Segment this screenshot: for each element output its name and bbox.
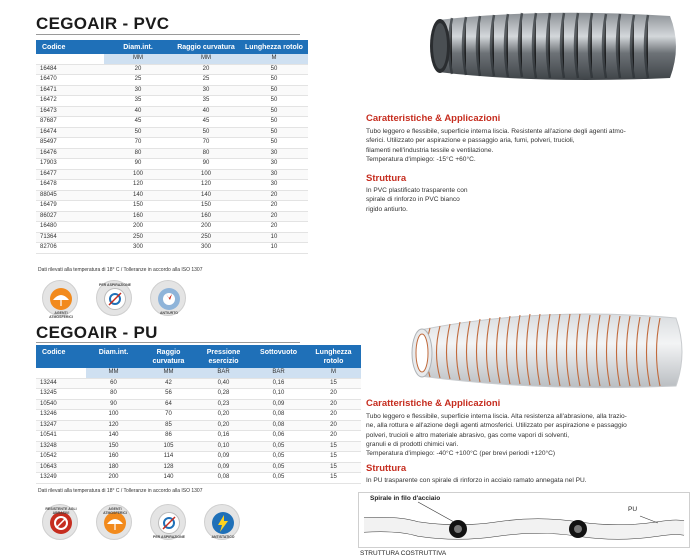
pvc-cell: 35: [172, 96, 240, 107]
pvc-cell: 160: [172, 211, 240, 222]
pu-cell: 0,08: [251, 420, 306, 431]
suction-badge: [96, 280, 132, 316]
pvc-badge-label-2: ANTIURTO: [159, 311, 179, 315]
pvc-structure-text: [366, 186, 566, 214]
pu-cell: 200: [86, 473, 141, 484]
pvc-cell: 16472: [36, 96, 104, 107]
pvc-table-row: [36, 243, 308, 254]
pvc-cell: 50: [240, 138, 308, 149]
pvc-features-line-1: sferici. Utilizzato per aspirazione e passaggio aria, fumi, polveri, trucioli,: [366, 137, 575, 145]
pvc-cell: 45: [104, 117, 172, 128]
pvc-table-row: [36, 201, 308, 212]
pvc-cell: 50: [240, 64, 308, 75]
pvc-structure-heading: Struttura: [366, 173, 407, 184]
pu-cell: 120: [86, 420, 141, 431]
pvc-title: CEGOAIR - PVC: [36, 14, 170, 33]
pvc-cell: 90: [104, 159, 172, 170]
pu-structure-text: [366, 476, 692, 485]
pu-cell: 180: [86, 462, 141, 473]
pu-cell: 15: [306, 462, 361, 473]
pu-cell: 0,09: [251, 399, 306, 410]
pvc-structure-line-2: rigido antiurto.: [366, 205, 408, 213]
pu-cell: 10540: [36, 399, 86, 410]
pvc-features-line-3: Temperatura d'impiego: -15°C +60°C.: [366, 155, 476, 163]
pvc-badge-label-0: AGENTI ATMOSFERICI: [49, 311, 73, 319]
pu-cell: 0,20: [196, 410, 251, 421]
pvc-cell: 150: [104, 201, 172, 212]
pvc-table-row: [36, 222, 308, 233]
pu-cell: 15: [306, 452, 361, 463]
pvc-cell: 50: [240, 117, 308, 128]
impact-badge: [150, 280, 186, 316]
pu-cell: 10542: [36, 452, 86, 463]
pu-suction-badge: [150, 504, 186, 540]
pu-table-body: [36, 378, 361, 483]
pvc-table-row: [36, 138, 308, 149]
pvc-cell: 150: [172, 201, 240, 212]
pu-cell: 0,10: [196, 441, 251, 452]
pu-cell: 150: [86, 441, 141, 452]
pvc-cell: 16470: [36, 75, 104, 86]
umbrella-icon: [50, 288, 72, 310]
pu-col-codice: Codice: [36, 345, 86, 368]
pvc-cell: 30: [172, 85, 240, 96]
lightning-icon: [212, 512, 234, 534]
pu-cell: 0,05: [251, 473, 306, 484]
pvc-cell: 20: [240, 201, 308, 212]
pu-cell: 0,20: [196, 420, 251, 431]
umbrella-icon: [104, 512, 126, 534]
pvc-cell: 20: [240, 211, 308, 222]
pu-cell: 0,09: [196, 462, 251, 473]
pu-col-sottovuoto: Sottovuoto: [251, 345, 306, 368]
pu-unit-sottovuoto: BAR: [251, 368, 306, 378]
pu-table-row: [36, 441, 361, 452]
pu-structure-heading: Struttura: [366, 463, 407, 474]
pvc-cell: 85497: [36, 138, 104, 149]
pu-cell: 56: [141, 389, 196, 400]
pu-cell: 90: [86, 399, 141, 410]
pvc-col-codice: Codice: [36, 40, 104, 54]
pu-cell: 13244: [36, 378, 86, 389]
pu-cell: 13248: [36, 441, 86, 452]
diagram-caption: STRUTTURA COSTRUTTIVA: [360, 550, 447, 557]
pvc-table-wrap: [36, 40, 308, 254]
pu-cell: 42: [141, 378, 196, 389]
pvc-title-rule: [36, 34, 300, 35]
pu-cell: 0,09: [196, 452, 251, 463]
pu-badge-label-1: AGENTI ATMOSFERICI: [103, 507, 127, 515]
pvc-table-row: [36, 127, 308, 138]
pu-table-row: [36, 452, 361, 463]
pu-cell: 100: [86, 410, 141, 421]
pvc-cell: 16478: [36, 180, 104, 191]
pvc-cell: 50: [240, 127, 308, 138]
pvc-cell: 70: [172, 138, 240, 149]
pvc-cell: 200: [104, 222, 172, 233]
pu-features-text: [366, 412, 692, 458]
pu-cell: 0,16: [251, 378, 306, 389]
pvc-cell: 45: [172, 117, 240, 128]
pvc-cell: 70: [104, 138, 172, 149]
diagram-wire-label: Spirale in filo d'acciaio: [370, 495, 441, 502]
pvc-cell: 88045: [36, 190, 104, 201]
pvc-cell: 20: [240, 222, 308, 233]
pvc-cell: 10: [240, 243, 308, 254]
pvc-cell: 50: [240, 106, 308, 117]
pvc-cell: 250: [172, 232, 240, 243]
pu-cell: 128: [141, 462, 196, 473]
pu-cell: 0,05: [251, 441, 306, 452]
pu-unit-diam: MM: [86, 368, 141, 378]
pu-col-raggio: Raggio curvatura: [141, 345, 196, 368]
pvc-table-row: [36, 117, 308, 128]
pvc-cell: 120: [172, 180, 240, 191]
impact-icon: [158, 288, 180, 310]
pu-cell: 15: [306, 473, 361, 484]
pvc-table-body: [36, 64, 308, 253]
pu-features-line-4: Temperatura d'impiego: -40°C +100°C (per brevi periodi +120°C): [366, 450, 556, 458]
pu-unit-codice: [36, 368, 86, 378]
pvc-cell: 300: [172, 243, 240, 254]
pu-title: CEGOAIR - PU: [36, 323, 158, 342]
pvc-badge-label-1: PER ASPIRAZIONE: [99, 283, 131, 287]
pvc-spec-table: [36, 40, 308, 254]
pu-cell: 140: [86, 431, 141, 442]
pvc-col-diam: Diam.int.: [104, 40, 172, 54]
pu-unit-row: [36, 368, 361, 378]
pvc-cell: 30: [240, 180, 308, 191]
pu-cell: 20: [306, 410, 361, 421]
pu-cell: 70: [141, 410, 196, 421]
pu-features-heading: Caratteristiche & Applicazioni: [366, 398, 501, 409]
pvc-table-row: [36, 159, 308, 170]
pvc-cell: 20: [172, 64, 240, 75]
pvc-cell: 50: [240, 85, 308, 96]
pu-cell: 13247: [36, 420, 86, 431]
pu-title-rule: [36, 342, 300, 343]
pvc-table-row: [36, 180, 308, 191]
pu-col-lunghezza: Lunghezza rotolo: [306, 345, 361, 368]
pvc-table-header: [36, 40, 308, 54]
pvc-cell: 16474: [36, 127, 104, 138]
pu-unit-lunghezza: M: [306, 368, 361, 378]
pvc-unit-raggio: MM: [172, 54, 240, 64]
pu-table-row: [36, 410, 361, 421]
pvc-cell: 16479: [36, 201, 104, 212]
pvc-cell: 80: [172, 148, 240, 159]
pvc-table-row: [36, 190, 308, 201]
weather-badge: [42, 280, 78, 319]
pvc-unit-diam: MM: [104, 54, 172, 64]
pu-note: Dati rilevati alla temperatura di 18° C / Tolleranze in accordo alla ISO 1307: [38, 488, 203, 494]
pu-table-row: [36, 378, 361, 389]
pvc-cell: 30: [240, 148, 308, 159]
pvc-table-row: [36, 148, 308, 159]
pvc-cell: 20: [104, 64, 172, 75]
pu-col-diam: Diam.int.: [86, 345, 141, 368]
pu-table-wrap: [36, 345, 361, 484]
pu-badge-label-2: PER ASPIRAZIONE: [153, 535, 185, 539]
pvc-cell: 50: [240, 96, 308, 107]
pu-cell: 20: [306, 399, 361, 410]
pvc-unit-lunghezza: M: [240, 54, 308, 64]
pvc-cell: 120: [104, 180, 172, 191]
pu-cell: 15: [306, 441, 361, 452]
pu-cell: 0,16: [196, 431, 251, 442]
pvc-col-lunghezza: Lunghezza rotolo: [240, 40, 308, 54]
pvc-table-row: [36, 211, 308, 222]
abrasion-icon: [50, 512, 72, 534]
pvc-cell: 16471: [36, 85, 104, 96]
pu-structure-diagram: [358, 492, 690, 548]
pu-table-row: [36, 389, 361, 400]
pvc-note: Dati rilevati alla temperatura di 18° C / Tolleranze in accordo alla ISO 1307: [38, 267, 203, 273]
pu-cell: 86: [141, 431, 196, 442]
pu-cell: 60: [86, 378, 141, 389]
pvc-cell: 10: [240, 232, 308, 243]
pu-cell: 20: [306, 420, 361, 431]
pvc-cell: 50: [104, 127, 172, 138]
pvc-cell: 30: [240, 169, 308, 180]
pu-cell: 0,23: [196, 399, 251, 410]
pvc-cell: 100: [104, 169, 172, 180]
pvc-cell: 300: [104, 243, 172, 254]
pu-cell: 0,05: [251, 452, 306, 463]
pu-cell: 0,08: [251, 410, 306, 421]
pvc-cell: 40: [172, 106, 240, 117]
pvc-cell: 140: [172, 190, 240, 201]
pu-cell: 0,05: [251, 462, 306, 473]
pu-cell: 0,10: [251, 389, 306, 400]
pvc-cell: 82706: [36, 243, 104, 254]
pvc-cell: 16473: [36, 106, 104, 117]
suction-hose-icon: [158, 512, 180, 534]
pvc-cell: 25: [104, 75, 172, 86]
pu-cell: 80: [86, 389, 141, 400]
pu-table-row: [36, 420, 361, 431]
pvc-cell: 200: [172, 222, 240, 233]
pvc-cell: 86027: [36, 211, 104, 222]
pu-cell: 160: [86, 452, 141, 463]
pu-col-pressione: Pressione esercizio: [196, 345, 251, 368]
pvc-cell: 35: [104, 96, 172, 107]
pu-features-line-3: granuli e di prodotti chimici vari.: [366, 440, 459, 448]
pvc-cell: 87687: [36, 117, 104, 128]
pvc-cell: 16476: [36, 148, 104, 159]
pvc-table-row: [36, 106, 308, 117]
pvc-cell: 50: [240, 75, 308, 86]
pu-unit-pressione: BAR: [196, 368, 251, 378]
pvc-table-row: [36, 64, 308, 75]
pvc-cell: 90: [172, 159, 240, 170]
pu-features-line-0: Tubo leggero e flessibile, superficie interna liscia. Alta resistenza all'abrasione, alla trazio-: [366, 413, 627, 420]
pvc-cell: 71364: [36, 232, 104, 243]
pu-cell: 10541: [36, 431, 86, 442]
pvc-table-row: [36, 232, 308, 243]
pvc-table-row: [36, 75, 308, 86]
pu-cell: 13246: [36, 410, 86, 421]
pu-table-row: [36, 399, 361, 410]
pvc-cell: 100: [172, 169, 240, 180]
pvc-table-row: [36, 85, 308, 96]
pu-table-header: [36, 345, 361, 368]
pu-badge-label-3: ANTISTATICO: [211, 535, 235, 539]
pvc-features-line-0: Tubo leggero e flessibile, superficie interna liscia. Resistente all'azione degli agenti atmo-: [366, 128, 626, 135]
pvc-cell: 30: [240, 159, 308, 170]
pu-badge-label-0: RESISTENTE AGLI ABRASIVI: [45, 507, 77, 515]
pu-cell: 0,28: [196, 389, 251, 400]
pvc-cell: 160: [104, 211, 172, 222]
pu-cell: 85: [141, 420, 196, 431]
pvc-cell: 16477: [36, 169, 104, 180]
pu-table-row: [36, 462, 361, 473]
pvc-structure-line-1: spirale di rinforzo in PVC bianco: [366, 196, 460, 204]
pvc-features-heading: Caratteristiche & Applicazioni: [366, 113, 501, 124]
pu-cell: 64: [141, 399, 196, 410]
pu-cell: 0,06: [251, 431, 306, 442]
pu-cell: 10643: [36, 462, 86, 473]
pvc-cell: 30: [104, 85, 172, 96]
pvc-table-row: [36, 96, 308, 107]
pu-cell: 140: [141, 473, 196, 484]
pvc-hose-image: [420, 6, 684, 86]
pu-cell: 20: [306, 389, 361, 400]
pvc-features-text: [366, 127, 686, 164]
pvc-cell: 16484: [36, 64, 104, 75]
pvc-cell: 80: [104, 148, 172, 159]
pu-structure-line-0: In PU trasparente con spirale di rinforzo in acciaio ramato annegata nel PU.: [366, 477, 587, 484]
pu-table-row: [36, 473, 361, 484]
abrasion-badge: [42, 504, 78, 540]
pvc-features-line-2: filamenti nell'industria tessile e ventilazione.: [366, 146, 494, 154]
pu-features-line-2: polveri, trucioli e altro materiale abrasivo, gas come vapori di solventi,: [366, 431, 570, 439]
pu-features-line-1: ne, alla rottura e all'azione degli agenti atmosferici. Utilizzato per aspirazione e passaggio: [366, 422, 627, 430]
pu-weather-badge: [96, 504, 132, 540]
pvc-structure-line-0: In PVC plastificato trasparente con: [366, 187, 468, 194]
pvc-cell: 50: [172, 127, 240, 138]
pvc-cell: 140: [104, 190, 172, 201]
pvc-cell: 16480: [36, 222, 104, 233]
pvc-unit-codice: [36, 54, 104, 64]
pu-cell: 15: [306, 378, 361, 389]
pu-cell: 105: [141, 441, 196, 452]
pu-cell: 0,40: [196, 378, 251, 389]
antistatic-badge: [204, 504, 240, 540]
pu-table-row: [36, 431, 361, 442]
pu-cell: 13245: [36, 389, 86, 400]
pvc-cell: 20: [240, 190, 308, 201]
pu-cell: 20: [306, 431, 361, 442]
pvc-cell: 17903: [36, 159, 104, 170]
pvc-cell: 25: [172, 75, 240, 86]
pu-cell: 13249: [36, 473, 86, 484]
pvc-cell: 40: [104, 106, 172, 117]
suction-hose-icon: [104, 288, 126, 310]
pvc-table-row: [36, 169, 308, 180]
pu-hose-image: [400, 300, 690, 396]
pu-unit-raggio: MM: [141, 368, 196, 378]
pvc-cell: 250: [104, 232, 172, 243]
pu-spec-table: [36, 345, 361, 484]
pu-cell: 114: [141, 452, 196, 463]
pu-cell: 0,08: [196, 473, 251, 484]
pvc-unit-row: [36, 54, 308, 64]
pvc-col-raggio: Raggio curvatura: [172, 40, 240, 54]
diagram-pu-label: PU: [628, 506, 638, 513]
